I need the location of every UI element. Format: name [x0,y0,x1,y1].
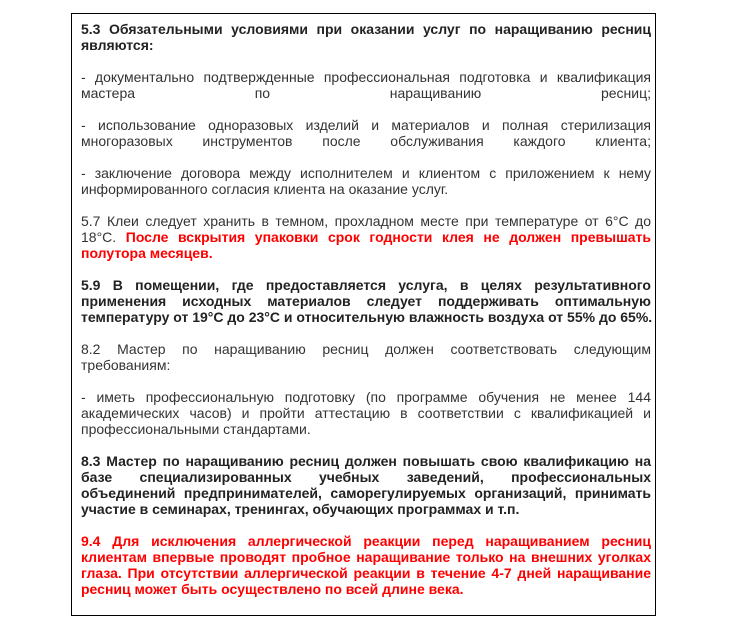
text-line: температуру от 19°С до 23°С и относительную влажность воздуха от 55% до 65%. [81,309,653,325]
text-line: - заключение договора между исполнителем и клиентом с приложением к нему [81,165,651,181]
paragraph-8-3 [81,453,651,517]
paragraph-5-3 [81,21,651,53]
text-line: являются: [81,37,154,53]
text-line: 5.3 Обязательными условиями при оказании услуг по наращиванию ресниц [81,21,651,37]
bullet-contract [81,165,651,197]
text-line: профессиональными стандартами. [81,421,311,437]
text-line: - использование одноразовых изделий и материалов и полная стерилизация [81,117,651,133]
text-normal: 18°С. [81,229,126,245]
text-line: - иметь профессиональную подготовку (по программе обучения не менее 144 [81,389,651,405]
text-line [81,229,651,245]
text-line: клиентам впервые проводят пробное наращивание только на внешних уголках [81,549,651,565]
text-line: 9.4 Для исключения аллергической реакции перед наращиванием ресниц [81,533,651,549]
text-line: ресниц может быть осуществлено по всей длине века. [81,581,464,597]
bullet-sterilization [81,117,651,149]
text-line: участие в семинарах, тренингах, обучающих программах и т.п. [81,501,520,517]
text-line: глаза. При отсутствии аллергической реакции в течение 4-7 дней наращивание [81,565,651,581]
bullet-training [81,389,651,437]
paragraph-5-9 [81,277,651,325]
text-line: 8.2 Мастер по наращиванию ресниц должен соответствовать следующим [81,341,651,357]
text-line: 5.9 В помещении, где предоставляется услуга, в целях результативного [81,277,651,293]
paragraph-9-4 [81,533,651,597]
text-warning: После вскрытия упаковки срок годности клея не должен превышать [125,229,652,245]
document-frame [71,13,656,616]
paragraph-8-2 [81,341,651,373]
text-line: - документально подтвержденные профессиональная подготовка и квалификация [81,69,651,85]
text-line: многоразовых инструментов после обслуживания каждого клиента; [81,133,651,149]
text-line: полутора месяцев. [81,245,213,261]
text-line: информированного согласия клиента на оказание услуг. [81,181,449,197]
bullet-qualification [81,69,651,101]
text-line: 5.7 Клеи следует хранить в темном, прохладном месте при температуре от 6°С до [81,213,651,229]
text-line: применения исходных материалов следует поддерживать оптимальную [81,293,651,309]
paragraph-5-7 [81,213,651,261]
text-line: требованиям: [81,357,171,373]
document-content [81,21,651,613]
text-line: 8.3 Мастер по наращиванию ресниц должен повышать свою квалификацию на [81,453,651,469]
text-line: базе специализированных учебных заведений, профессиональных [81,469,651,485]
text-line: академических часов) и пройти аттестацию в соответствии с квалификацией и [81,405,651,421]
text-line: объединений предпринимателей, саморегулируемых организаций, принимать [81,485,651,501]
text-line: мастера по наращиванию ресниц; [81,85,651,101]
